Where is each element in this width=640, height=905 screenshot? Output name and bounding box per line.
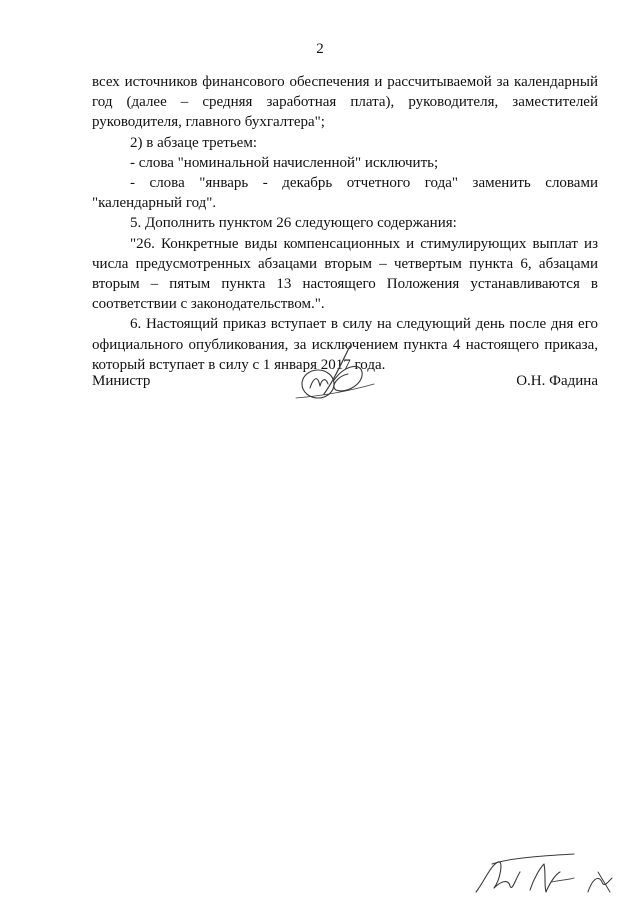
paragraph-quote-26: "26. Конкретные виды компенсационных и стимулирующих выплат из числа предусмотренных абзацами вторым – четвертым пункта 6, абзацами вторым – пятым пункта 13 настоящего Положения устанавливаются в соответствии с законодательством.". <box>92 235 598 313</box>
approval-signature-icon <box>470 852 620 900</box>
paragraph-point-5: 5. Дополнить пунктом 26 следующего содержания: <box>130 215 457 232</box>
document-body <box>92 72 598 375</box>
page-number: 2 <box>316 41 324 57</box>
paragraph-point-6: 6. Настоящий приказ вступает в силу на следующий день после дня его официального опубликования, за исключением пункта 4 настоящего приказа, который вступает в силу с 1 января 2017 года. <box>92 316 598 373</box>
signatory-name: О.Н. Фадина <box>516 373 598 389</box>
signatory-title: Министр <box>92 373 151 389</box>
paragraph-continuation: всех источников финансового обеспечения и рассчитываемой за календарный год (далее – средняя заработная плата), руководителя, заместителей руководителя, главного бухгалтера"; <box>92 74 598 131</box>
paragraph-dash-1: - слова "номинальной начисленной" исключить; <box>130 154 439 171</box>
minister-signature-icon <box>290 340 380 406</box>
paragraph-item-2: 2) в абзаце третьем: <box>130 134 257 151</box>
paragraph-dash-2: - слова "январь - декабрь отчетного года" заменить словами "календарный год". <box>92 175 598 212</box>
